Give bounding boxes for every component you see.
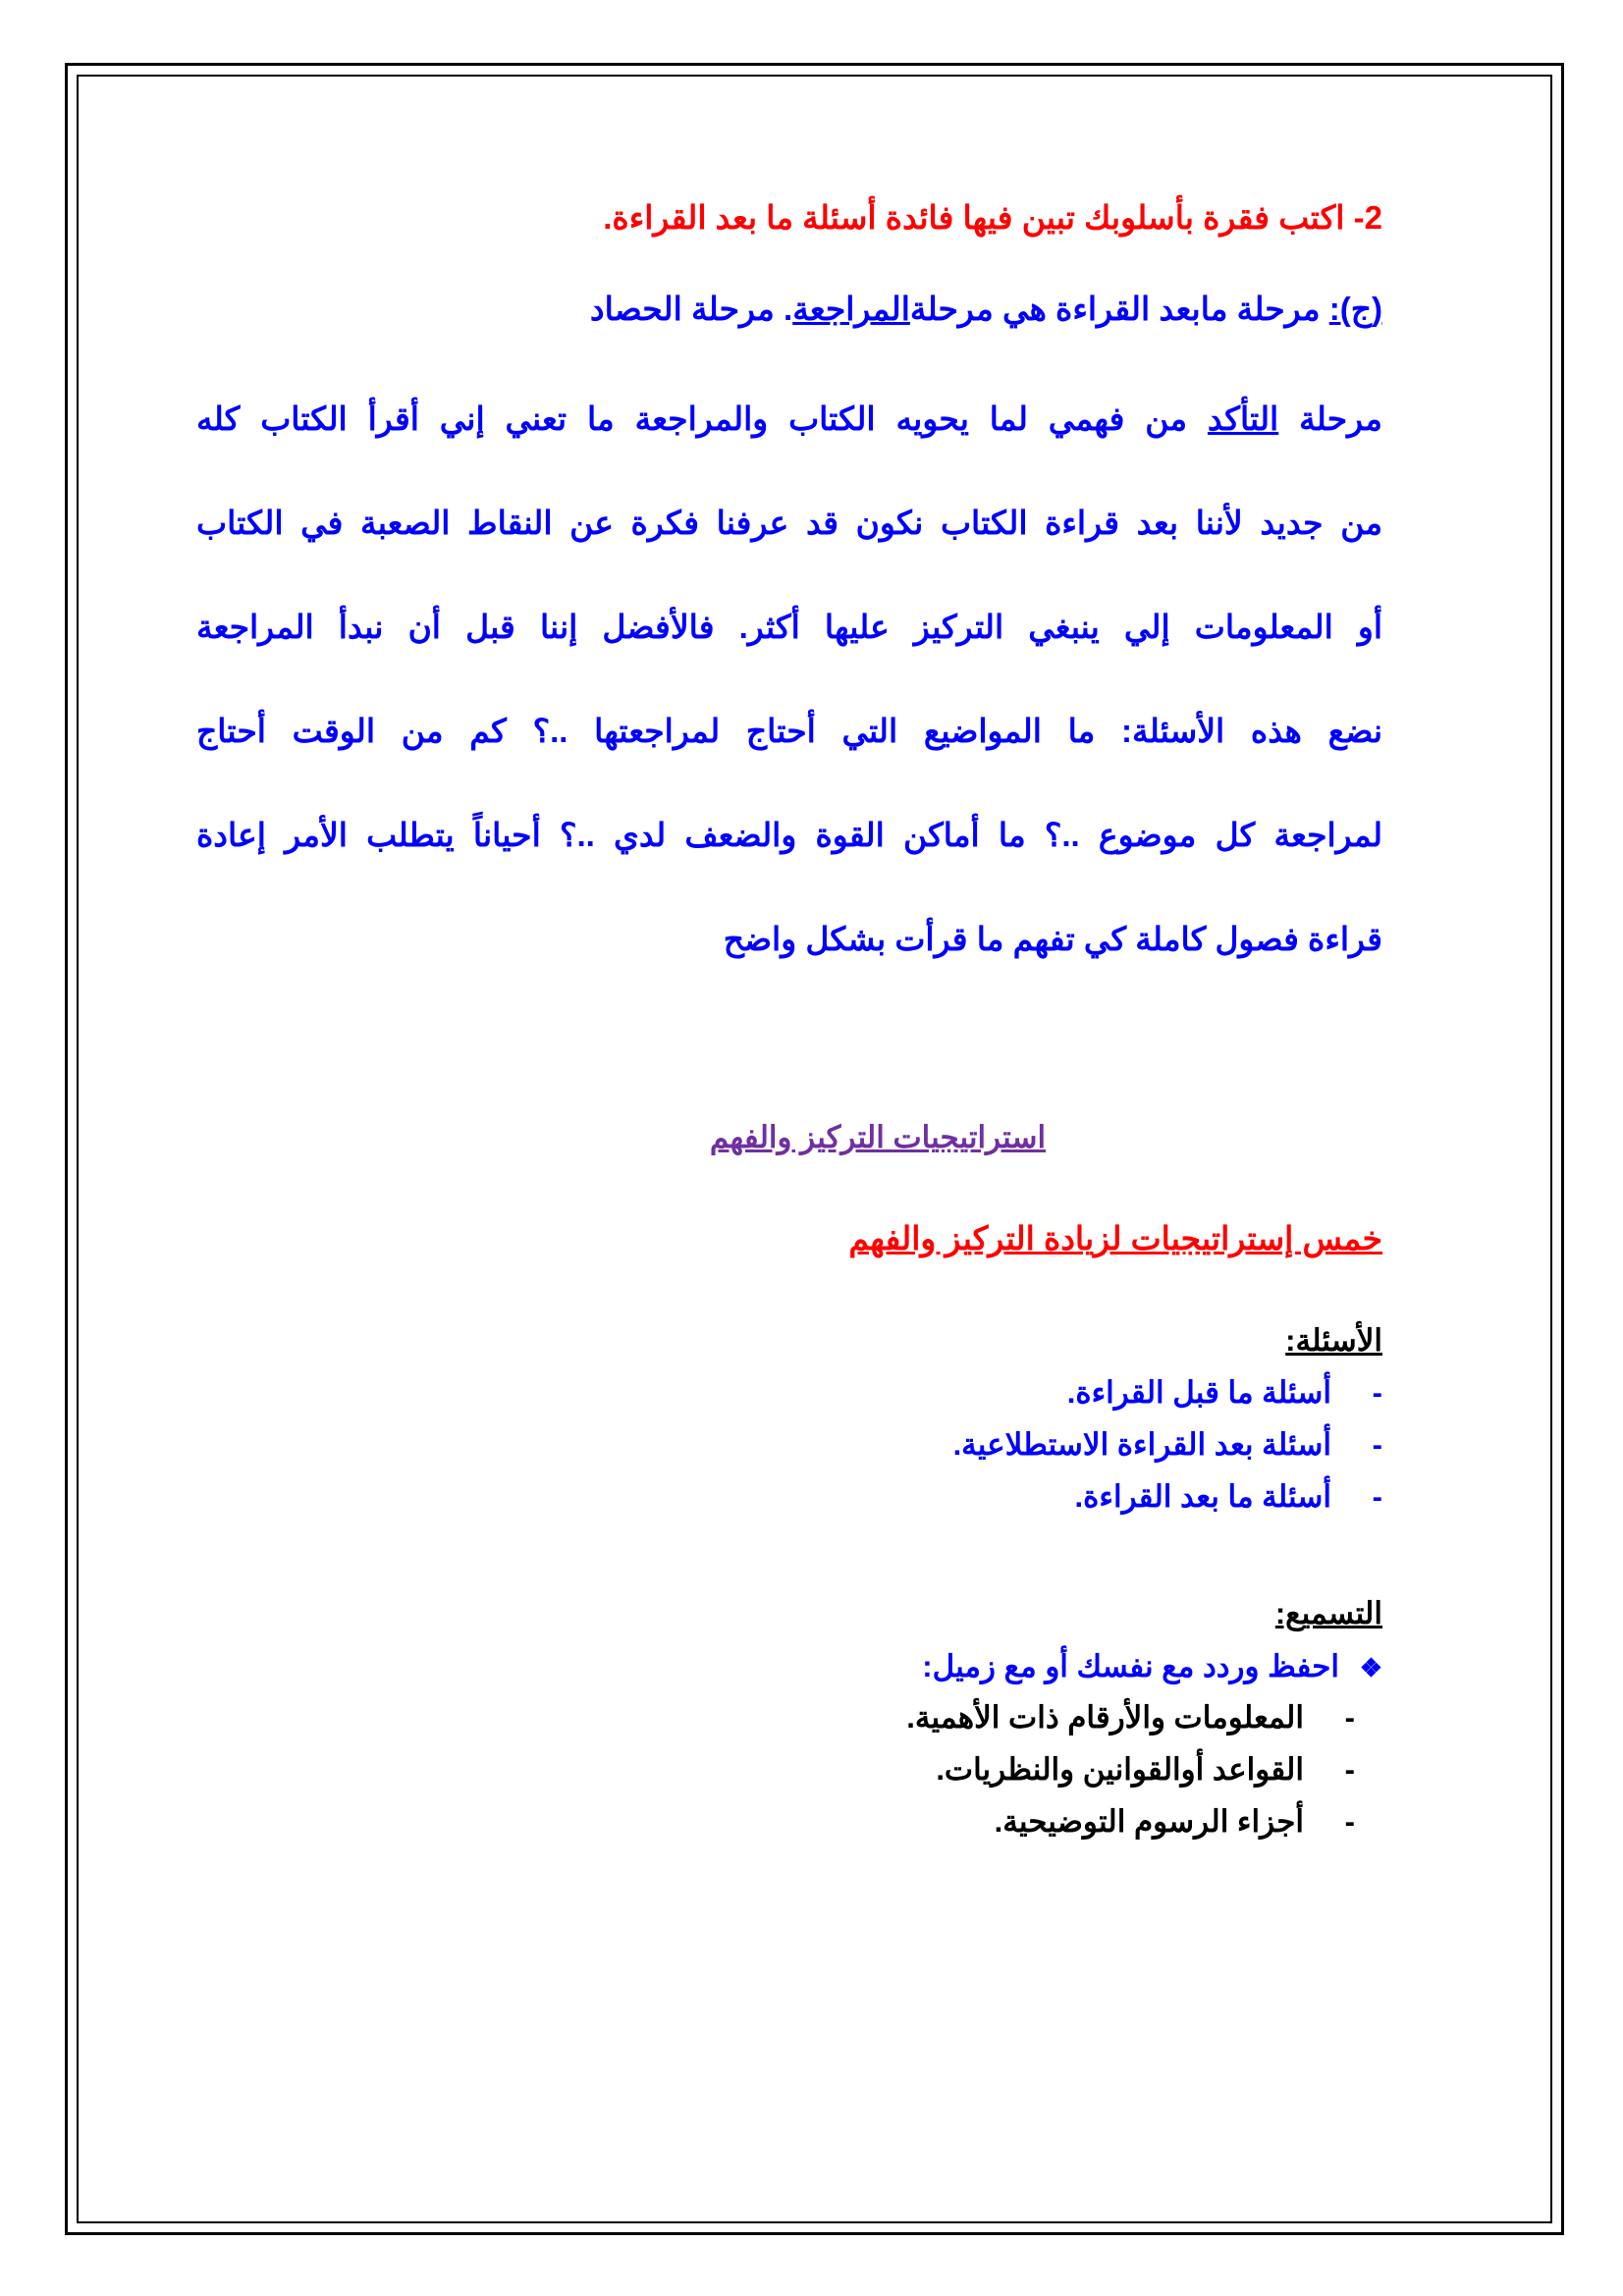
answer-line-6: لمراجعة كل موضوع ..؟ ما أماكن القوة والضعف لدي ..؟ أحياناً يتطلب الأمر إعادة [196,817,1382,853]
dash-bullet-icon: - [1344,1804,1355,1839]
answer-line-2 [196,398,1382,441]
dash-bullet-icon: - [1344,1700,1355,1735]
dash-bullet-icon: - [1372,1427,1382,1462]
answer-line-1-underlined: المراجعة [792,291,910,327]
diamond-bullet-icon: ❖ [1359,1653,1382,1682]
answer-line-1-text-a: مرحلة مابعد القراءة هي مرحلة [909,291,1329,327]
answer-line-3: من جديد لأننا بعد قراءة الكتاب نكون قد عرفنا فكرة عن النقاط الصعبة في الكتاب [196,505,1382,541]
question-heading: 2- اكتب فقرة بأسلوبك تبين فيها فائدة أسئلة ما بعد القراءة. [603,199,1382,236]
page-content [196,0,1382,2296]
questions-item: -أسئلة ما قبل القراءة. [196,1371,1382,1415]
answer-line-2-underlined: التأكد [1207,400,1279,437]
answer-line-7: قراءة فصول كاملة كي تفهم ما قرأت بشكل واضح [723,921,1382,957]
recitation-heading: التسميع: [1274,1596,1382,1630]
dash-bullet-icon: - [1344,1752,1355,1787]
answer-line-2-text-a: مرحلة [1278,400,1382,437]
answer-line-1 [196,288,1382,331]
answer-line-1-text-b: . مرحلة الحصاد [589,291,793,327]
questions-item: -أسئلة ما بعد القراءة. [196,1475,1382,1519]
recitation-item: -المعلومات والأرقام ذات الأهمية. [196,1696,1355,1739]
dash-bullet-icon: - [1372,1375,1382,1410]
answer-line-4: أو المعلومات إلي ينبغي التركيز عليها أكثر. فالأفضل إننا قبل أن نبدأ المراجعة [196,609,1382,645]
answer-line-2-text-b: من فهمي لما يحويه الكتاب والمراجعة ما تعني إني أقرأ الكتاب كله [196,400,1208,437]
recitation-item: -أجزاء الرسوم التوضيحية. [196,1800,1355,1843]
section-title: استراتيجيات التركيز والفهم [709,1120,1047,1154]
questions-item: -أسئلة بعد القراءة الاستطلاعية. [196,1423,1382,1467]
strategies-subtitle: خمس إستراتيجيات لزيادة التركيز والفهم [848,1220,1382,1256]
answer-line-5: نضع هذه الأسئلة: ما المواضيع التي أحتاج لمراجعتها ..؟ كم من الوقت أحتاج [196,713,1382,749]
dash-bullet-icon: - [1372,1479,1382,1514]
answer-label: (ج): [1328,291,1382,327]
recitation-bullet: ❖احفظ وردد مع نفسك أو مع زميل: [196,1645,1382,1689]
recitation-item: -القواعد أوالقوانين والنظريات. [196,1748,1355,1791]
questions-heading: الأسئلة: [1285,1323,1382,1358]
